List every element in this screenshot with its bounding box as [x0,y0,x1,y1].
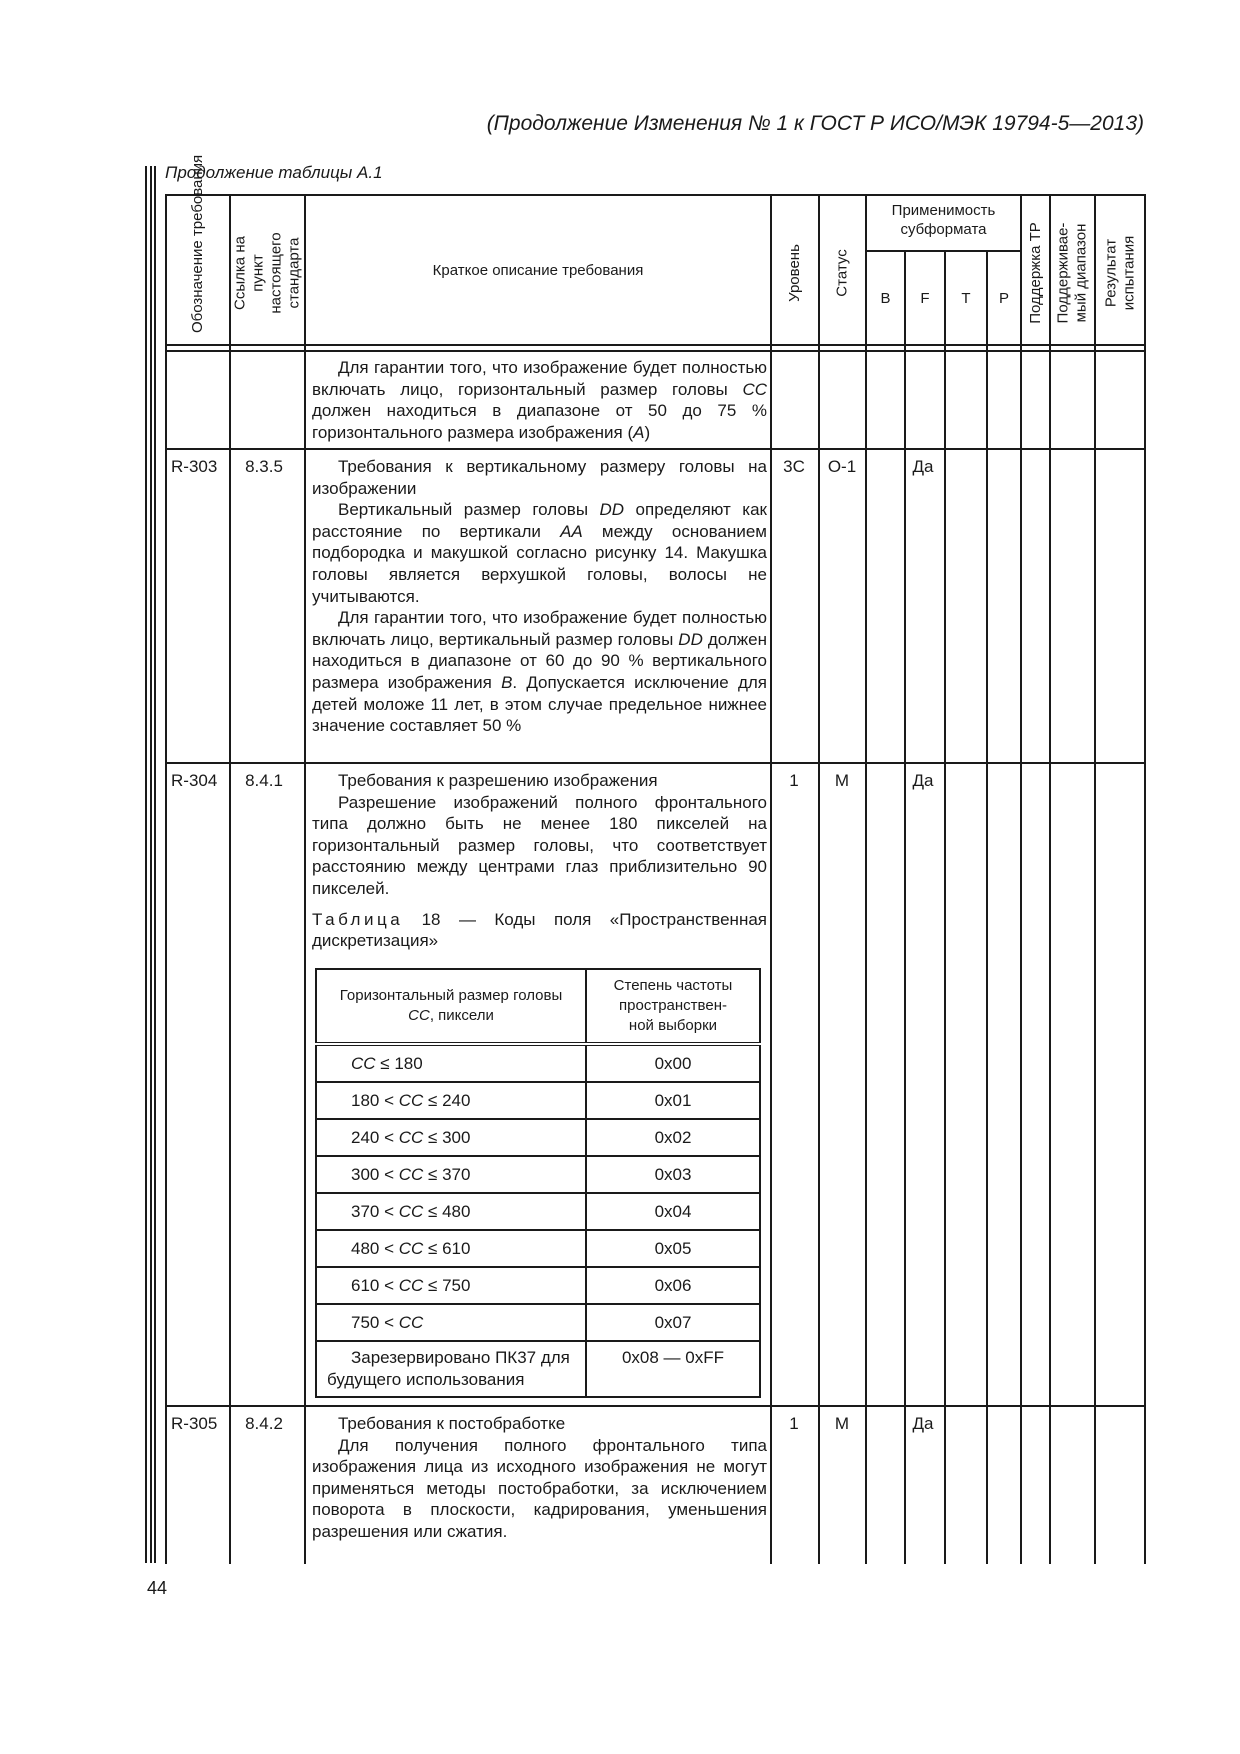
level-value: 1 [789,771,799,790]
table18-header-size: Горизонтальный размер головы CC, пиксели [316,969,586,1044]
status-value: M [834,1414,850,1433]
column-divider [229,194,231,1564]
table18-row: CC ≤ 180 0x00 [316,1044,760,1082]
continuation-description: Для гарантии того, что изображение будет полностью включать лицо, горизонтальный размер головы CC должен находиться в диапазоне от 50 до 75 % горизонтального размера изображения (A) [312,358,767,442]
requirement-id: R-305 [171,1414,218,1433]
status-value: M [834,771,850,790]
column-divider [1020,194,1022,1564]
col-header-level: Уровень [786,244,803,302]
subformat-f-value: Да [912,457,934,476]
status-value: O-1 [827,457,857,476]
row-divider [165,448,1146,450]
table18-row: 750 < CC 0x07 [316,1304,760,1341]
level-value: 3C [783,457,805,476]
col-header-subformat: Применимость субформата [891,202,996,238]
table18-row: 300 < CC ≤ 370 0x03 [316,1156,760,1193]
table-border [165,194,1146,196]
col-header-status: Статус [833,249,851,297]
table18-header-rate: Степень частоты пространствен-ной выборки [586,969,760,1044]
col-header-ref: Ссылка на пункт настоящего стандарта [231,232,303,314]
col-header-range: Поддерживае-мый диапазон [1054,222,1090,324]
column-divider [770,194,772,1564]
requirement-description: Требования к постобработке Для получения полного фронтального типа изображения лица из исходного изображения не могут применяться методы постобработки, за исключением поворота в плоскости, кадрирования, уменьшения разрешения или сжатия. [312,1414,767,1541]
column-divider [865,194,867,1564]
col-header-tp: Поддержка ТР [1026,222,1044,324]
table-18 [315,968,761,1398]
header-divider [165,344,1146,346]
clause-ref: 8.4.1 [245,771,283,790]
row-divider [165,1405,1146,1407]
page-number: 44 [147,1578,168,1598]
requirement-id: R-303 [171,457,218,476]
col-header-f: F [920,290,930,307]
col-header-t: T [961,290,971,307]
table18-row: 370 < CC ≤ 480 0x04 [316,1193,760,1230]
column-divider [304,194,306,1564]
level-value: 1 [789,1414,799,1433]
table18-row: 240 < CC ≤ 300 0x02 [316,1119,760,1156]
clause-ref: 8.4.2 [245,1414,283,1433]
change-mark-bar [154,166,156,1563]
table18-row: 480 < CC ≤ 610 0x05 [316,1230,760,1267]
column-divider [818,194,820,1564]
table-caption: Продолжение таблицы А.1 [165,163,383,182]
subformat-f-value: Да [912,1414,934,1433]
table18-row-reserved: Зарезервировано ПК37 для будущего использования 0x08 — 0xFF [316,1341,760,1397]
row-divider [165,762,1146,764]
subformat-f-value: Да [912,771,934,790]
row-divider [865,250,1021,252]
header-divider [165,350,1146,352]
column-divider [1049,194,1051,1564]
col-header-b: B [880,290,891,307]
table18-row: 610 < CC ≤ 750 0x06 [316,1267,760,1304]
col-header-p: P [998,290,1009,307]
clause-ref: 8.3.5 [245,457,283,476]
change-mark-bar [145,166,147,1563]
requirement-id: R-304 [171,771,218,790]
requirement-description: Требования к вертикальному размеру головы на изображении Вертикальный размер головы DD определяют как расстояние по вертикали AA между основанием подбородка и макушкой согласно рисунку 14. Макушка головы является верхушкой головы, волосы не учитываются. Для гарантии того, что изображение будет полностью включать лицо, вертикальный размер головы DD должен находиться в диапазоне от 60 до 90 % вертикального размера изображения B. Допускается исключение для детей моложе 11 лет, в этом случае предельное нижнее значение составляет 50 % [312,457,767,736]
table-border [1144,194,1146,1564]
change-mark-bar [150,166,152,1563]
running-head: (Продолжение Изменения № 1 к ГОСТ Р ИСО/МЭК 19794-5—2013) [486,112,1144,135]
table-border [165,194,167,1564]
col-header-desc: Краткое описание требования [432,262,644,279]
column-divider [1094,194,1096,1564]
requirement-description: Требования к разрешению изображения Разрешение изображений полного фронтального типа должно быть не менее 180 пикселей на горизонтальный размер головы, что соответствует расстоянию между центрами глаз приблизительно 90 пикселей. Таблица 18 — Коды поля «Пространственная дискретизация» [312,771,767,951]
col-header-id: Обозначение требования [189,154,206,333]
table18-row: 180 < CC ≤ 240 0x01 [316,1082,760,1119]
col-header-result: Результат испытания [1102,235,1138,311]
